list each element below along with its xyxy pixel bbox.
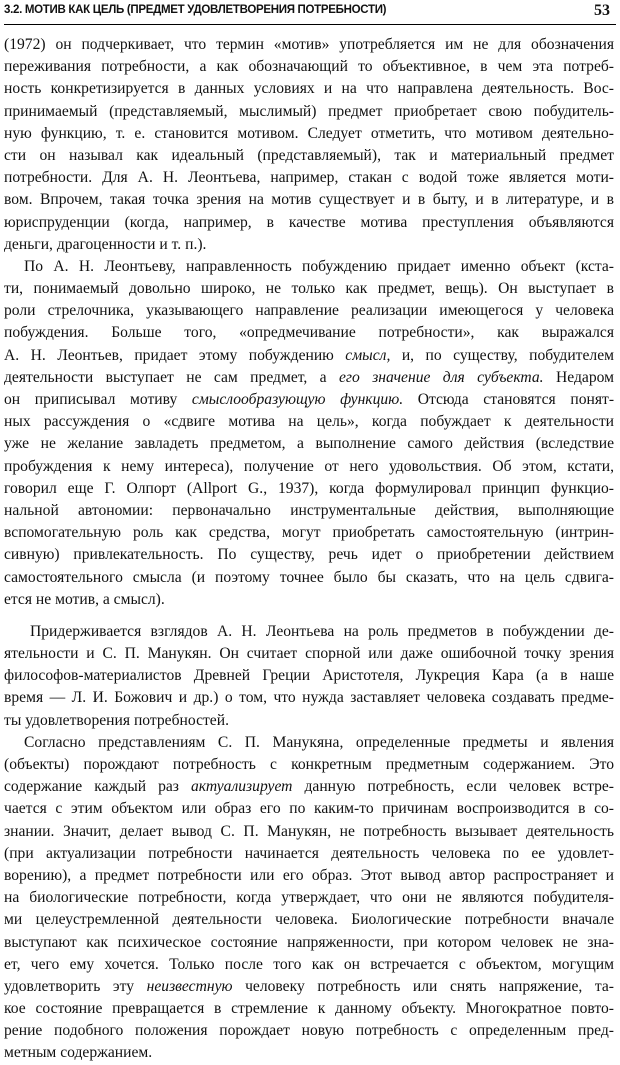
text-line: вспомогательную роль как средства, могут приобретать самостоятельную (интрин- [4,524,614,542]
text-line: побуждения. Больше того, «опредмечивание потребности», как выражался [4,324,614,342]
text-line: вом. Впрочем, такая точка зрения на мотив существует и в быту, и в литературе, и в [4,191,614,209]
paragraph-gap [4,611,614,621]
text-run: человеку потребность или снять напряжение, та- [232,977,614,995]
text-run: Отсюда становятся понят- [403,391,615,408]
text-line [4,776,614,798]
italic-term: его значение для субъекта. [339,368,544,386]
paragraph-4 [4,732,614,1065]
text-line: время — Л. И. Божович и др.) о том, что нужда заставляет человека создавать предме- [4,689,614,707]
text-line: (объекты) порождают потребность с конкретным предметным содержанием. Это [4,756,614,773]
text-line [4,367,614,389]
text-line: кое состояние превращается в стремление к данному объекту. Многократное повто- [4,1000,614,1018]
italic-term: смыслообразующую функцию. [191,391,404,408]
text-line: нальной автономии: первоначально инструментальные действия, выполняющие [4,501,614,519]
text-line: пробуждения к нему интереса), получение от него удовольствия. Об этом, кстати, [4,457,614,475]
paragraph-1 [4,34,614,256]
italic-term: смысл, [345,346,391,364]
text-run: данную потребность, если человек встре- [292,778,615,796]
text-line: ми целеустремленной деятельности человека. Биологические потребности вначале [4,911,614,929]
text-line: на биологические потребности, когда утверждает, что они не являются побудителя- [4,889,614,907]
text-line: ных рассуждения о «сдвиге мотива на цель», когда побуждает к деятельности [4,413,614,431]
page-number: 53 [594,2,610,19]
italic-term: неизвестную [146,977,233,995]
page-header [4,2,616,22]
text-run: А. Н. Леонтьев, придает этому побуждению [4,346,346,364]
text-line: самостоятельного смысла (и поэтому точнее было бы сказать, что на цель сдвига- [4,568,614,586]
paragraph-2 [4,256,614,611]
paragraph-3 [4,621,614,732]
text-line: Согласно представлениям С. П. Манукяна, определенные предметы и явления [24,733,614,751]
running-head: 3.2. МОТИВ КАК ЦЕЛЬ (ПРЕДМЕТ УДОВЛЕТВОРЕНИЯ ПОТРЕБНОСТИ) [4,4,387,16]
text-run: содержание каждый раз [4,778,191,796]
text-line: ную функцию, т. е. становится мотивом. Следует отметить, что мотивом деятельно- [4,124,614,142]
text-line: ет, чего ему хочется. Только после того как он встречается с объектом, могущим [4,955,614,973]
text-line: ворению), а предмет потребности или его образ. Этот вывод автор распространяет и [4,866,614,884]
text-line: ность конкретизируется в данных условиях и на что направлена деятельность. Вос- [4,80,614,98]
text-line: роли стрелочника, указывающего направление реализации имеющегося у человека [4,302,614,320]
text-line: сти он называл как идеальный (представляемый), так и материальный предмет [4,146,614,164]
text-line [4,345,614,367]
text-line: ти, понимаемый довольно широко, не только как предмет, вещь). Он выступает в [4,280,614,298]
text-line: По А. Н. Леонтьеву, направленность побуждению придает именно объект (кста- [24,257,614,275]
text-line: Придерживается взглядов А. Н. Леонтьева на роль предметов в побуждении де- [30,622,614,640]
text-line [4,389,614,411]
text-run: и, по существу, побудителем [390,346,614,364]
body-text [4,34,614,1065]
text-line: философов-материалистов Древней Греции Аристотеля, Лукреция Кара (а в наше [4,667,614,685]
text-line: (при актуализации потребности начинается деятельность человека по ее удовлет- [4,844,614,862]
text-run: Недаром [543,368,614,386]
header-rule [4,24,616,25]
text-line: ятельности и С. П. Манукян. Он считает спорной или даже ошибочной точку зрения [4,645,614,663]
text-line: говорил еще Г. Олпорт (Allport G., 1937), когда формулировал принцип функцио- [4,479,614,497]
text-line: выступают как психическое состояние напряженности, при котором человек не зна- [4,933,614,951]
text-line: уже не желание завладеть предметом, а выполнение самого действия (вследствие [4,435,614,453]
italic-term: актуализирует [190,778,293,796]
text-line: рение подобного положения порождает новую потребность с определенным пред- [4,1022,614,1040]
text-run: он приписывал мотиву [4,391,192,408]
text-line: ется не мотив, а смысл). [4,590,165,608]
text-line: метным содержанием. [4,1044,153,1062]
text-line: знании. Значит, делает вывод С. П. Манукян, не потребность вызывает деятельность [4,822,614,840]
text-line [4,976,614,998]
text-line: деньги, драгоценности и т. п.). [4,235,207,253]
text-line: потребности. Для А. Н. Леонтьева, например, стакан с водой тоже является моти- [4,169,614,187]
text-run: деятельности выступает не сам предмет, а [4,368,339,386]
text-line: юриспруденции (когда, например, в качестве мотива преступления объявляются [4,213,614,231]
text-line: чается с этим объектом или образ его по каким-то причинам воспроизводится в со- [4,800,614,818]
text-line: переживания потребности, а как обозначающий то объективное, в чем эта потреб- [4,58,614,76]
text-line: (1972) он подчеркивает, что термин «мотив» употребляется им не для обозначения [4,36,614,53]
text-line: принимаемый (представляемый, мыслимый) предмет приобретает свою побудитель- [4,102,614,120]
text-run: удовлетворить эту [4,977,147,995]
text-line: сивную) привлекательность. По существу, речь идет о приобретении действием [4,546,614,564]
text-line: ты удовлетворения потребностей. [4,711,229,729]
